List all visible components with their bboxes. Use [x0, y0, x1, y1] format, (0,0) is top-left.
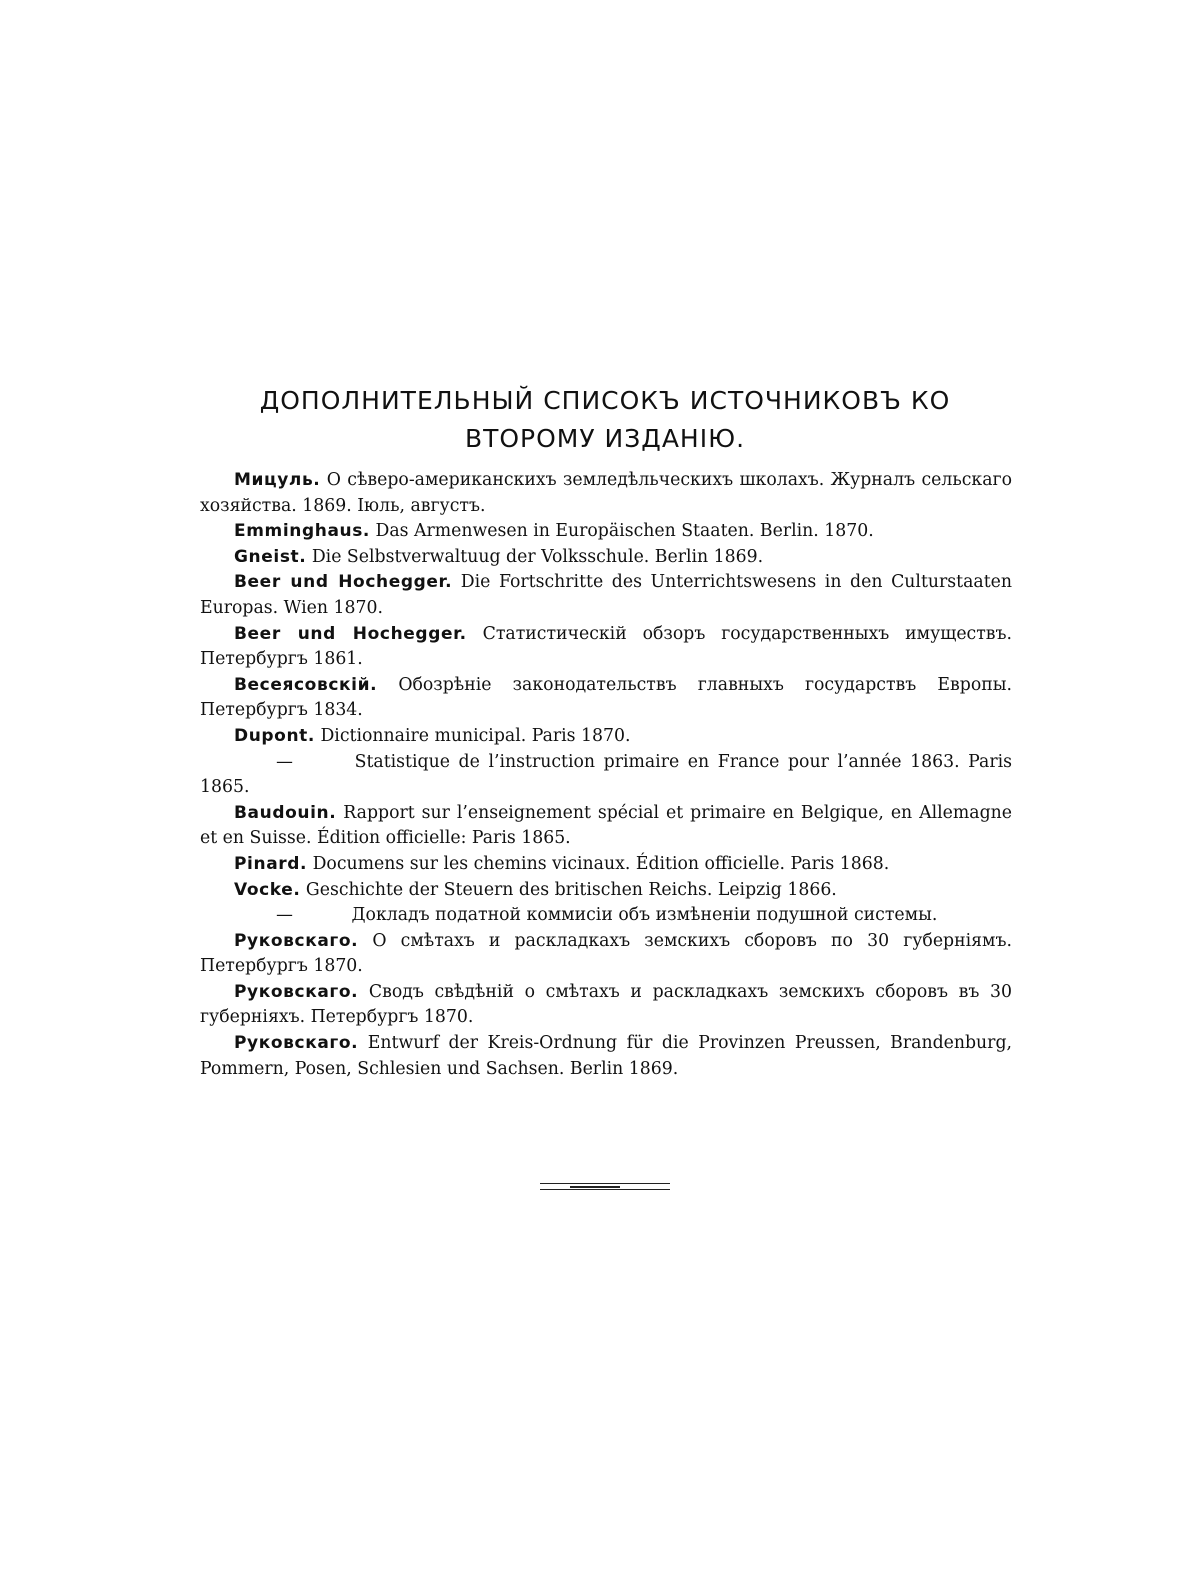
entry-author: Beer und Hochegger. [234, 623, 467, 644]
entry-author: Мицуль. [234, 470, 321, 490]
entry-author: Beer und Hochegger. [234, 572, 453, 593]
ornament-line [540, 1183, 670, 1184]
entry-text: О сѣверо-американскихъ земледѣльческихъ школахъ. Журналъ сельскаго хозяйства. 1869. Іюль, августъ. [200, 470, 1012, 516]
entry-text: Dictionnaire municipal. Paris 1870. [320, 725, 631, 746]
bibliography-list [200, 468, 1012, 1082]
title-line-2: ВТОРОМУ ИЗДАНІЮ. [464, 424, 746, 453]
entry-text: Обозрѣніе законодательствъ главныхъ государствъ Европы. Петербургъ 1834. [200, 674, 1012, 721]
bibliography-entry [200, 1031, 1012, 1082]
entry-text: Докладъ податной коммисіи объ измѣненіи подушной системы. [351, 905, 938, 926]
entry-author: Baudouin. [234, 802, 337, 823]
bibliography-entry [200, 903, 1012, 929]
entry-author: Руковскаго. [234, 981, 359, 1002]
bibliography-entry [200, 878, 1012, 904]
entry-author: Весеясовскій. [234, 674, 378, 695]
entry-ditto-dash: — [276, 751, 294, 772]
bibliography-entry [200, 980, 1012, 1031]
entry-text: Die Fortschritte des Unterrichtswesens in den Culturstaaten Europas. Wien 1870. [200, 572, 1013, 618]
page-title [200, 382, 1010, 458]
bibliography-entry [200, 468, 1012, 519]
entry-text: Statistique de l’instruction primaire en France pour l’année 1863. Paris 1865. [200, 751, 1012, 798]
bibliography-entry [200, 724, 1012, 750]
entry-author: Dupont. [234, 725, 315, 746]
bibliography-entry [200, 673, 1012, 724]
bibliography-entry [200, 852, 1012, 878]
ornament-line [570, 1186, 620, 1188]
entry-text: О смѣтахъ и раскладкахъ земскихъ сборовъ по 30 губерніямъ. Петербургъ 1870. [200, 930, 1012, 977]
ornament-line [540, 1189, 670, 1190]
entry-text: Das Armenwesen in Europäischen Staaten. Berlin. 1870. [375, 521, 874, 542]
bibliography-entry [200, 622, 1012, 673]
entry-author: Руковскаго. [234, 1033, 359, 1054]
bibliography-entry [200, 750, 1012, 801]
entry-text: Entwurf der Kreis-Ordnung für die Provinzen Preussen, Brandenburg, Pommern, Posen, Schlesien und Sachsen. Berlin 1869. [200, 1033, 1012, 1079]
bibliography-entry [200, 570, 1012, 621]
entry-text: Geschichte der Steuern des britischen Reichs. Leipzig 1866. [305, 879, 837, 900]
entry-author: Gneist. [234, 546, 307, 567]
entry-author: Vocke. [234, 879, 301, 900]
entry-ditto-dash: — [276, 905, 294, 926]
bibliography-entry [200, 929, 1012, 980]
entry-author: Emminghaus. [234, 521, 370, 542]
bibliography-entry [200, 519, 1012, 545]
entry-text: Сводъ свѣдѣній о смѣтахъ и раскладкахъ земскихъ сборовъ въ 30 губерніяхъ. Петербургъ 1870. [200, 981, 1012, 1028]
bibliography-entry [200, 545, 1012, 571]
entry-author: Pinard. [234, 853, 308, 874]
entry-text: Documens sur les chemins vicinaux. Édition officielle. Paris 1868. [312, 853, 890, 874]
entry-author: Руковскаго. [234, 930, 359, 951]
entry-text: Статистическій обзоръ государственныхъ имуществъ. Петербургъ 1861. [200, 623, 1013, 670]
entry-text: Rapport sur l’enseignement spécial et primaire en Belgique, en Allemagne et en Suisse. Édition officielle: Paris 1865. [200, 802, 1012, 849]
title-line-1: ДОПОЛНИТЕЛЬНЫЙ СПИСОКЪ ИСТОЧНИКОВЪ КО [259, 386, 951, 415]
bibliography-entry [200, 801, 1012, 852]
end-ornament-divider [540, 1182, 670, 1192]
entry-text: Die Selbstverwaltuug der Volksschule. Berlin 1869. [311, 546, 764, 567]
